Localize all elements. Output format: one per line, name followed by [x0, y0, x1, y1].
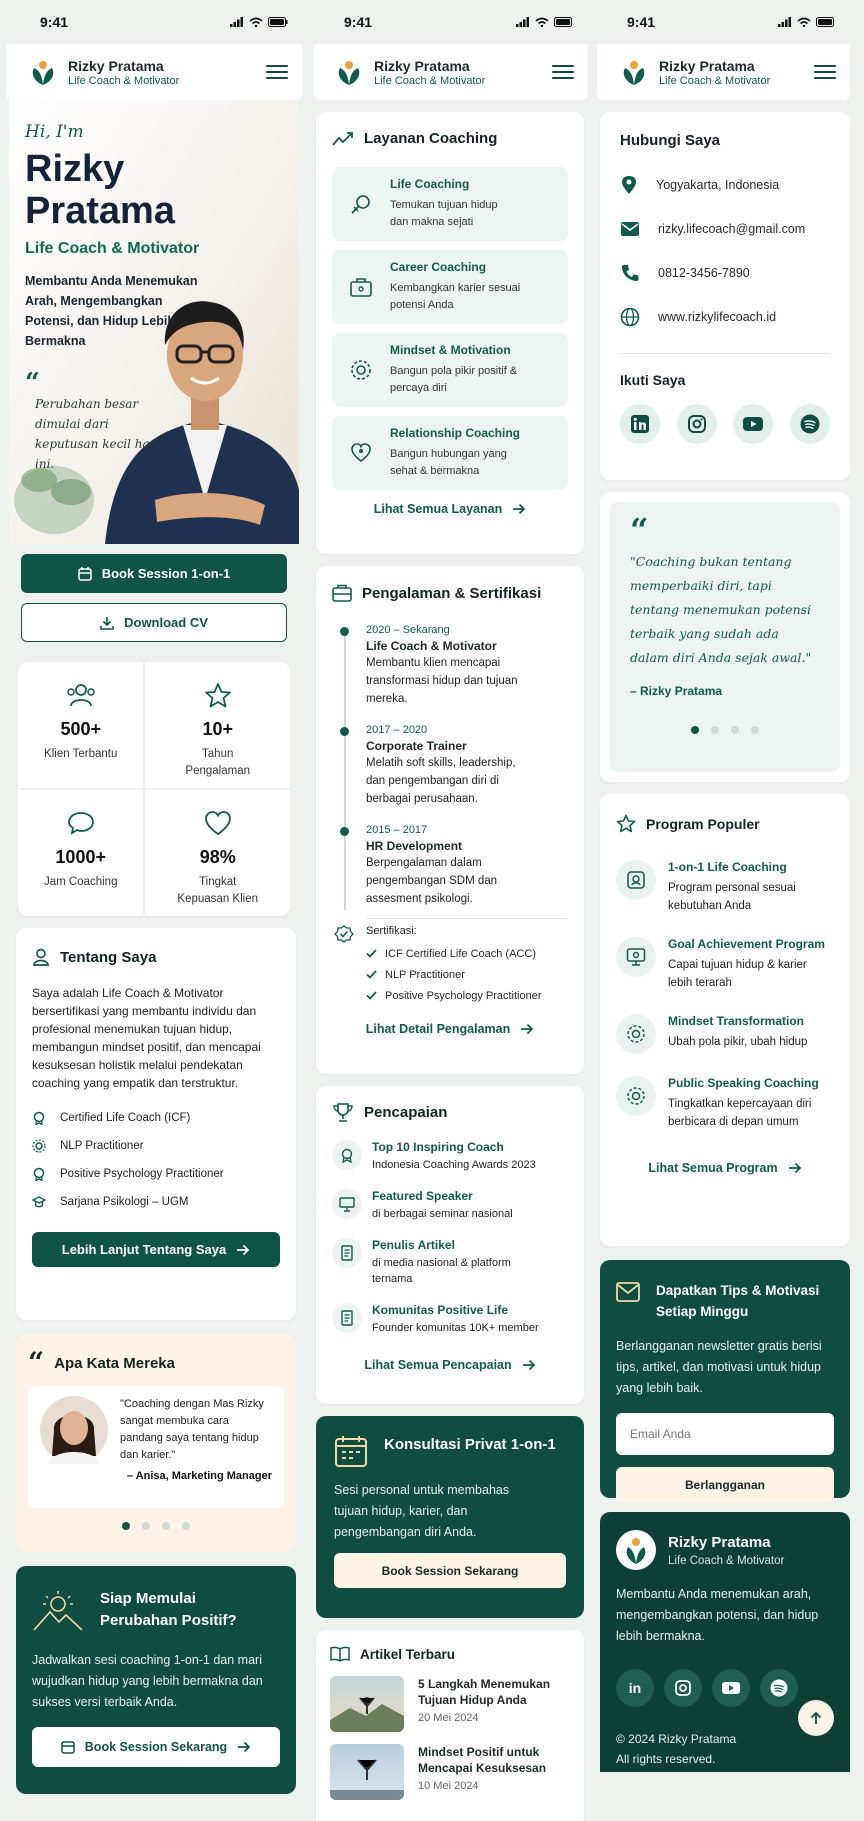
- brand-role: Life Coach & Motivator: [68, 74, 180, 87]
- program-title: Public Speaking Coaching: [668, 1076, 819, 1090]
- contact-location-text: Yogyakarta, Indonesia: [656, 178, 780, 192]
- hero-name: [25, 148, 175, 232]
- timeline-dot: [340, 827, 349, 836]
- services-card: [316, 112, 584, 554]
- brand-name: Rizky Pratama: [659, 57, 755, 74]
- programs-title: [616, 814, 834, 834]
- cert-item: [366, 964, 568, 985]
- service-desc: Bangun hubungan yang sehat & bermakna: [390, 448, 507, 477]
- newsletter-text: Berlangganan newsletter gratis berisi tips, artikel, dan motivasi untuk hidup yang lebih baik.: [616, 1339, 822, 1395]
- badge-icon: [32, 1167, 46, 1181]
- compass-icon: [350, 193, 372, 215]
- document-icon: [339, 1245, 355, 1261]
- timeline-dot: [340, 727, 349, 736]
- social-links: [620, 404, 830, 444]
- contact-list: [620, 163, 830, 339]
- spotify-icon[interactable]: [760, 1669, 798, 1707]
- book-session-label: Book Session 1-on-1: [101, 566, 231, 581]
- article-item[interactable]: [330, 1744, 570, 1800]
- footer-rights-text: All rights reserved.: [616, 1752, 716, 1766]
- program-desc: Program personal sesuai kebutuhan Anda: [668, 882, 796, 912]
- testimonial-quote: "Coaching dengan Mas Rizky sangat membuka cara pandang saya tentang hidup dan karier.": [120, 1398, 264, 1461]
- signal-icon: [778, 17, 792, 27]
- article-title: 5 Langkah Menemukan Tujuan Hidup Anda: [418, 1677, 551, 1707]
- program-title: Goal Achievement Program: [668, 937, 825, 951]
- location-pin-icon: [620, 175, 638, 195]
- about-more-label: Lebih Lanjut Tentang Saya: [61, 1242, 227, 1257]
- check-icon: [366, 991, 377, 1000]
- badge-icon: [32, 1111, 46, 1125]
- arrow-right-icon: [788, 1162, 802, 1174]
- timeline-role: HR Development: [366, 839, 463, 853]
- service-desc: Temukan tujuan hidup dan makna sejati: [390, 199, 498, 228]
- briefcase-icon: [332, 584, 352, 602]
- footer-social-links: [616, 1669, 834, 1707]
- brand-role: Life Coach & Motivator: [374, 74, 486, 87]
- award-icon: [339, 1147, 355, 1163]
- experience-more-link[interactable]: [332, 1022, 568, 1036]
- logo-icon: [334, 57, 364, 87]
- article-date: 20 Mei 2024: [418, 1712, 479, 1724]
- hero-name-line2: Pratama: [25, 190, 175, 232]
- download-icon: [100, 616, 114, 630]
- footer-brand: [616, 1530, 834, 1570]
- timeline-item: [332, 724, 568, 824]
- service-title: Life Coaching: [390, 177, 470, 191]
- achievement-title: Penulis Artikel: [372, 1238, 455, 1252]
- footer-text: Membantu Anda menemukan arah, mengembangkan potensi, dan hidup lebih bermakna.: [616, 1587, 819, 1643]
- logo-icon: [619, 57, 649, 87]
- achievement-item: [332, 1140, 568, 1173]
- check-icon: [366, 949, 377, 958]
- testimonial-author: – Anisa, Marketing Manager: [126, 1470, 272, 1482]
- status-time: 9:41: [40, 14, 69, 30]
- article-date: 10 Mei 2024: [418, 1780, 479, 1792]
- download-cv-button[interactable]: [21, 603, 287, 642]
- about-title: [32, 948, 280, 966]
- newsletter-card: [600, 1260, 850, 1498]
- private-text: Sesi personal untuk membahas tujuan hidup, karier, dan pengembangan diri Anda.: [334, 1483, 510, 1539]
- brand: [659, 58, 770, 87]
- status-icons: [778, 17, 836, 27]
- cta-book-label: Book Session Sekarang: [84, 1740, 228, 1754]
- timeline-year: 2020 – Sekarang: [366, 624, 450, 636]
- experience-title-text: Pengalaman & Sertifikasi: [362, 584, 542, 602]
- arrow-up-icon: [809, 1711, 823, 1725]
- contact-phone[interactable]: [620, 251, 830, 295]
- hero-quote: Perubahan besar dimulai dari keputusan kecil hari ini.: [35, 397, 160, 471]
- contact-phone-text: 0812-3456-7890: [658, 266, 750, 280]
- signal-icon: [230, 17, 244, 27]
- quote-icon: “: [630, 511, 649, 549]
- status-time: 9:41: [627, 14, 656, 30]
- instagram-icon[interactable]: [677, 404, 717, 444]
- stat-label: Tingkat Kepuasan Klien: [177, 876, 258, 905]
- achievements-title: [332, 1102, 568, 1122]
- program-desc: Tingkatkan kepercayaan diri berbicara di depan umum: [668, 1098, 812, 1128]
- battery-icon: [268, 17, 288, 27]
- cta-card: [16, 1566, 296, 1794]
- programs-title-text: Program Populer: [646, 816, 760, 832]
- experience-timeline: [332, 624, 568, 1006]
- achievement-desc: Indonesia Coaching Awards 2023: [372, 1159, 536, 1171]
- about-item-label: Positive Psychology Practitioner: [60, 1168, 224, 1180]
- chat-icon: [66, 810, 96, 836]
- newsletter-title: Dapatkan Tips & Motivasi Setiap Minggu: [656, 1283, 820, 1319]
- arrow-right-icon: [520, 1023, 534, 1035]
- achievements-title-text: Pencapaian: [364, 1103, 448, 1121]
- status-bar: [314, 0, 588, 44]
- newsletter-email-input[interactable]: [616, 1413, 834, 1455]
- programs-more-label: Lihat Semua Program: [648, 1161, 778, 1175]
- about-item-label: Sarjana Psikologi – UGM: [60, 1196, 189, 1208]
- contact-website-text: www.rizkylifecoach.id: [658, 310, 777, 324]
- stat-label: Jam Coaching: [43, 876, 118, 888]
- timeline-desc: Membantu klien mencapai transformasi hidup dan tujuan mereka.: [366, 657, 518, 705]
- service-life-coaching[interactable]: [332, 167, 568, 241]
- calendar-icon: [61, 1740, 75, 1754]
- calendar-icon: [78, 567, 92, 581]
- service-mindset[interactable]: [332, 333, 568, 407]
- footer-role: Life Coach & Motivator: [668, 1554, 785, 1567]
- status-icons: [516, 17, 574, 27]
- quote-pagination[interactable]: [630, 726, 820, 734]
- brand: [68, 58, 179, 87]
- private-title: Konsultasi Privat 1-on-1: [384, 1436, 556, 1453]
- cta-header: [32, 1588, 280, 1632]
- screen-home: [6, 0, 302, 1821]
- about-item: [32, 1132, 280, 1160]
- services-more-link[interactable]: [332, 502, 568, 516]
- app-header: [6, 44, 302, 100]
- services-more-label: Lihat Semua Layanan: [373, 502, 503, 516]
- private-consult-card: [316, 1416, 584, 1618]
- stat-label: Klien Terbantu: [44, 748, 118, 760]
- timeline-desc: Melatih soft skills, leadership, dan pengembangan diri di berbagai perusahaan.: [366, 757, 516, 805]
- timeline-item: [332, 624, 568, 724]
- cta-text: Jadwalkan sesi coaching 1-on-1 dan mari wujudkan hidup yang lebih bermakna dan sukses versi terbaik Anda.: [32, 1653, 263, 1709]
- app-header: [597, 44, 850, 100]
- stat-experience: [145, 662, 290, 788]
- gear-icon: [32, 1139, 46, 1153]
- document-icon: [339, 1310, 355, 1326]
- timeline-desc: Berpengalaman dalam pengembangan SDM dan assesment psikologi.: [366, 857, 498, 905]
- footer-copyright: [616, 1729, 834, 1769]
- users-icon: [66, 682, 96, 708]
- contact-location[interactable]: [620, 163, 830, 207]
- menu-icon[interactable]: [814, 61, 836, 83]
- service-title: Mindset & Motivation: [390, 343, 511, 357]
- article-item[interactable]: [330, 1676, 570, 1732]
- book-icon: [330, 1646, 350, 1662]
- about-item-label: Certified Life Coach (ICF): [60, 1112, 191, 1124]
- signal-icon: [516, 17, 530, 27]
- youtube-icon[interactable]: [712, 1669, 750, 1707]
- articles-title-text: Artikel Terbaru: [360, 1646, 456, 1662]
- quote-card: [600, 492, 850, 782]
- program-title: Mindset Transformation: [668, 1014, 805, 1028]
- contact-email-text: rizky.lifecoach@gmail.com: [658, 222, 806, 236]
- cert-item-label: ICF Certified Life Coach (ACC): [385, 947, 536, 960]
- achievements-more-label: Lihat Semua Pencapaian: [364, 1358, 512, 1372]
- stat-clients: [18, 662, 143, 788]
- battery-icon: [816, 17, 836, 27]
- newsletter-subscribe-button[interactable]: [616, 1467, 834, 1503]
- footer-logo-icon: [616, 1530, 656, 1570]
- wifi-icon: [535, 17, 549, 27]
- arrow-right-icon: [236, 1244, 250, 1256]
- services-title-text: Layanan Coaching: [364, 130, 498, 147]
- mail-icon: [620, 221, 640, 237]
- achievements-list: [332, 1140, 568, 1336]
- timeline-year: 2017 – 2020: [366, 724, 428, 736]
- service-desc: Bangun pola pikir positif & percaya diri: [390, 365, 518, 394]
- testimonial-item: [28, 1386, 284, 1508]
- linkedin-icon[interactable]: [620, 404, 660, 444]
- achievement-title: Featured Speaker: [372, 1189, 473, 1203]
- youtube-icon[interactable]: [733, 404, 773, 444]
- experience-more-label: Lihat Detail Pengalaman: [365, 1022, 511, 1036]
- article-thumbnail: [330, 1744, 404, 1800]
- achievement-desc: Founder komunitas 10K+ member: [372, 1322, 539, 1334]
- article-thumbnail: [330, 1676, 404, 1732]
- sunrise-mountain-icon: [32, 1588, 84, 1632]
- timeline-role: Corporate Trainer: [366, 739, 467, 753]
- quote-icon: “: [25, 368, 40, 398]
- stats-grid: [18, 662, 290, 916]
- private-book-label: Book Session Sekarang: [381, 1563, 519, 1578]
- target-screen-icon: [626, 947, 646, 967]
- quote-author: – Rizky Pratama: [630, 684, 723, 698]
- footer: [600, 1512, 850, 1772]
- about-item: [32, 1188, 280, 1216]
- brand: [374, 58, 485, 87]
- app-header: [314, 44, 588, 100]
- programs-card: [600, 794, 850, 1246]
- hero-section: [9, 100, 299, 544]
- back-to-top-button[interactable]: [798, 1700, 834, 1736]
- cert-item-label: NLP Practitioner: [385, 968, 465, 981]
- service-relationship[interactable]: [332, 416, 568, 490]
- quote-card-inner: [610, 502, 840, 772]
- briefcase-icon: [350, 277, 372, 297]
- contact-title: Hubungi Saya: [620, 132, 721, 149]
- linkedin-icon[interactable]: in: [616, 1669, 654, 1707]
- presentation-icon: [339, 1196, 355, 1212]
- menu-icon[interactable]: [266, 61, 288, 83]
- program-desc: Capai tujuan hidup & karier lebih terarah: [668, 959, 807, 989]
- book-session-button[interactable]: [21, 554, 287, 593]
- testimonial-title: [28, 1346, 284, 1379]
- stat-value: 98%: [199, 847, 236, 867]
- stat-hours: [18, 790, 143, 916]
- status-bar: [597, 0, 850, 44]
- timeline-item: [332, 824, 568, 918]
- globe-icon: [620, 307, 640, 327]
- program-desc: Ubah pola pikir, ubah hidup: [668, 1036, 808, 1048]
- achievement-desc: di berbagai seminar nasional: [372, 1208, 513, 1220]
- brand-name: Rizky Pratama: [374, 57, 470, 74]
- brand-name: Rizky Pratama: [68, 57, 164, 74]
- program-title: 1-on-1 Life Coaching: [668, 860, 787, 874]
- about-list: [32, 1104, 280, 1216]
- stat-value: 10+: [202, 719, 233, 739]
- achievement-title: Komunitas Positive Life: [372, 1303, 509, 1317]
- stat-value: 1000+: [55, 847, 106, 867]
- contact-email[interactable]: [620, 207, 830, 251]
- mail-icon: [616, 1282, 640, 1302]
- contact-website[interactable]: [620, 295, 830, 339]
- quote-text: "Coaching bukan tentang memperbaiki diri, tapi tentang menemukan potensi terbaik yang sudah ada dalam diri Anda sejak awal.": [630, 554, 812, 665]
- about-card: [16, 928, 296, 1320]
- spotify-icon[interactable]: [790, 404, 830, 444]
- follow-title: Ikuti Saya: [620, 372, 686, 388]
- cert-list: [366, 943, 568, 1006]
- cta-title: Siap Memulai Perubahan Positif?: [100, 1590, 237, 1629]
- arrow-right-icon: [522, 1359, 536, 1371]
- articles-title: [330, 1646, 570, 1662]
- arrow-right-icon: [237, 1741, 251, 1753]
- mindset-gear-icon: [350, 359, 372, 381]
- achievements-card: [316, 1086, 584, 1404]
- menu-icon[interactable]: [552, 61, 574, 83]
- footer-name: Rizky Pratama: [668, 1533, 771, 1551]
- cert-item-label: Positive Psychology Practitioner: [385, 989, 542, 1002]
- hero-description: Membantu Anda Menemukan Arah, Mengembangkan Potensi, dan Hidup Lebih Bermakna: [25, 274, 198, 348]
- services-list: [332, 167, 568, 490]
- wifi-icon: [249, 17, 263, 27]
- service-career-coaching[interactable]: [332, 250, 568, 324]
- cert-item: [366, 985, 568, 1006]
- arrow-right-icon: [512, 503, 526, 515]
- calendar-icon: [334, 1434, 368, 1468]
- private-header: [334, 1434, 566, 1468]
- status-time: 9:41: [344, 14, 373, 30]
- star-icon: [616, 814, 636, 834]
- programs-more-link[interactable]: [616, 1161, 834, 1175]
- cert-label: Sertifikasi:: [366, 925, 417, 937]
- contact-card: [600, 112, 850, 480]
- newsletter-header: [616, 1280, 834, 1322]
- achievement-item: [332, 1303, 568, 1336]
- hero-name-line1: Rizky: [25, 148, 125, 190]
- hero-greeting: Hi, I'm: [25, 122, 84, 142]
- cert-item: [366, 943, 568, 964]
- stat-label: Tahun Pengalaman: [185, 748, 250, 777]
- timeline-role: Life Coach & Motivator: [366, 639, 497, 653]
- about-text: Saya adalah Life Coach & Motivator bersertifikasi yang membantu individu dan profesional menemukan tujuan hidup, membangun mindset positif, dan mencapai kesuksesan holistik melalui pendekatan coaching yang empatik dan terstruktur.: [32, 986, 261, 1090]
- certifications: [332, 925, 568, 1006]
- timeline-year: 2015 – 2017: [366, 824, 428, 836]
- footer-copyright-text: © 2024 Rizky Pratama: [616, 1732, 737, 1746]
- award-icon: [626, 870, 646, 890]
- graduation-cap-icon: [32, 1195, 46, 1209]
- testimonial-pagination[interactable]: [28, 1522, 284, 1530]
- about-more-button[interactable]: [32, 1232, 280, 1267]
- program-item[interactable]: [616, 860, 834, 915]
- program-item[interactable]: [616, 937, 834, 992]
- gear-icon: [626, 1024, 646, 1044]
- trophy-icon: [332, 1102, 354, 1122]
- stat-satisfaction: [145, 790, 290, 916]
- certificate-icon: [334, 925, 354, 945]
- about-title-text: Tentang Saya: [60, 948, 157, 966]
- achievement-item: [332, 1238, 568, 1287]
- screen-contact: [597, 0, 850, 1821]
- brand-role: Life Coach & Motivator: [659, 74, 771, 87]
- experience-card: [316, 566, 584, 1074]
- achievement-title: Top 10 Inspiring Coach: [372, 1140, 504, 1154]
- about-item-label: NLP Practitioner: [60, 1140, 144, 1152]
- testimonial-title-text: Apa Kata Mereka: [54, 1354, 175, 1372]
- download-cv-label: Download CV: [124, 615, 208, 630]
- service-title: Career Coaching: [390, 260, 487, 274]
- check-icon: [366, 970, 377, 979]
- heart-icon: [204, 810, 232, 836]
- battery-icon: [554, 17, 574, 27]
- program-item[interactable]: [616, 1076, 834, 1131]
- gear-icon: [626, 1086, 646, 1106]
- star-icon: [204, 682, 232, 708]
- phone-icon: [620, 264, 640, 282]
- newsletter-subscribe-label: Berlangganan: [684, 1478, 765, 1492]
- services-title: [332, 130, 568, 147]
- articles-card: [316, 1630, 584, 1821]
- private-book-button[interactable]: [334, 1553, 566, 1588]
- screen-services: [314, 0, 588, 1821]
- achievements-more-link[interactable]: [332, 1358, 568, 1372]
- cta-book-button[interactable]: [32, 1727, 280, 1767]
- timeline-dot: [340, 627, 349, 636]
- about-item: [32, 1104, 280, 1132]
- service-desc: Kembangkan karier sesuai potensi Anda: [390, 282, 521, 311]
- achievement-desc: di media nasional & platform ternama: [372, 1257, 511, 1285]
- status-bar: [6, 0, 302, 44]
- hero-role: Life Coach & Motivator: [25, 240, 200, 257]
- about-item: [32, 1160, 280, 1188]
- experience-title: [332, 584, 568, 602]
- testimonial-avatar: [40, 1396, 108, 1464]
- achievement-item: [332, 1189, 568, 1222]
- user-icon: [32, 948, 50, 966]
- logo-icon: [28, 57, 58, 87]
- article-title: Mindset Positif untuk Mencapai Kesuksesan: [418, 1745, 547, 1775]
- heart-hands-icon: [350, 442, 372, 464]
- trend-icon: [332, 131, 354, 147]
- instagram-icon[interactable]: [664, 1669, 702, 1707]
- service-title: Relationship Coaching: [390, 426, 521, 440]
- stat-value: 500+: [60, 719, 101, 739]
- program-item[interactable]: [616, 1014, 834, 1054]
- wifi-icon: [797, 17, 811, 27]
- testimonial-card: [16, 1334, 296, 1552]
- status-icons: [230, 17, 288, 27]
- programs-list: [616, 860, 834, 1131]
- quote-icon: “: [28, 1346, 45, 1379]
